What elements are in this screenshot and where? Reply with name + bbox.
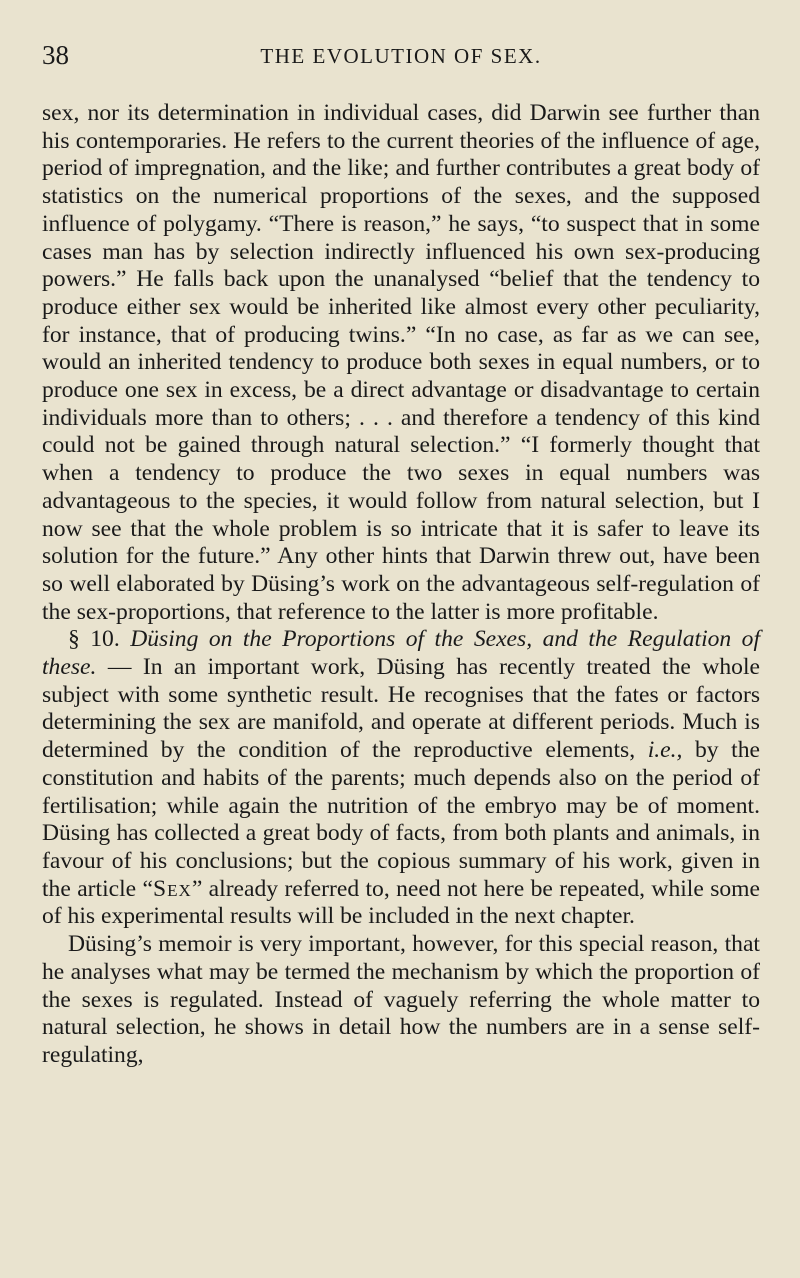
section-heading-part-2: and the Regulation of these. [42, 626, 761, 681]
section-heading-part-1: Düsing on the Proportions of the Sexes, [130, 626, 533, 653]
paragraph-darwin: sex, nor its determination in individual cases, did Darwin see further than his contemporaries. He refers to the current theories of the influence of age, period of impregnation, and the like; and further contributes a great body of statistics on the numerical proportions of the sexes, and the supposed influence of polygamy. “There is reason,” he says, “to suspect that in some cases man has by selection indirectly influenced his own sex-producing powers.” He falls back upon the unanalysed “belief that the tendency to produce either sex would be inherited like almost every other peculiarity, for instance, that of producing twins.” “In no case, as far as we can see, would an inherited tendency to produce both sexes in equal numbers, or to produce one sex in excess, be a direct advantage or disadvantage to certain individuals more than to others; . . . and therefore a tendency of this kind could not be gained through natural selection.” “I formerly thought that when a tendency to produce the two sexes in equal numbers was advantageous to the species, it would follow from natural selection, but I now see that the whole problem is so intricate that it is safer to leave its solution for the future.” Any other hints that Darwin threw out, have been so well elaborated by Düsing’s work on the advantageous self-regulation of the sex-proportions, that reference to the latter is more profitable. [42, 100, 760, 625]
ie-abbreviation: i.e., [647, 737, 683, 764]
section-text-1: — In an important work, Düsing has recently treated the whole subject with some synthetic result. He recognises that the fates or factors determining the sex are manifold, and operate at different periods. Much is determined by the condition of the reproductive elements, [42, 654, 760, 764]
body-text [42, 100, 760, 1070]
running-head [42, 0, 760, 72]
paragraph-dusing-memoir: Düsing’s memoir is very important, however, for this special reason, that he analyses what may be termed the mechanism by which the proportion of the sexes is regulated. Instead of vaguely referring the whole matter to natural selection, he shows in detail how the numbers are in a sense self-regulating, [42, 931, 760, 1068]
section-text-3: ” already referred to, need not here be repeated, while some of his experimental results will be included in the next chapter. [42, 875, 761, 930]
running-title: THE EVOLUTION OF SEX. [260, 44, 542, 68]
section-mark: § 10. [68, 626, 120, 653]
paragraph-section-10 [42, 626, 760, 931]
section-text-2: by the constitution and habits of the parents; much depends also on the period of fertilisation; while again the nutrition of the embryo may be of moment. Düsing has collected a great body of facts, from both plants and animals, in favour of his conclusions; but the copious summary of his work, given in the article “ [42, 737, 760, 902]
page-number: 38 [42, 40, 69, 70]
sex-small-caps: Sex [153, 875, 192, 902]
